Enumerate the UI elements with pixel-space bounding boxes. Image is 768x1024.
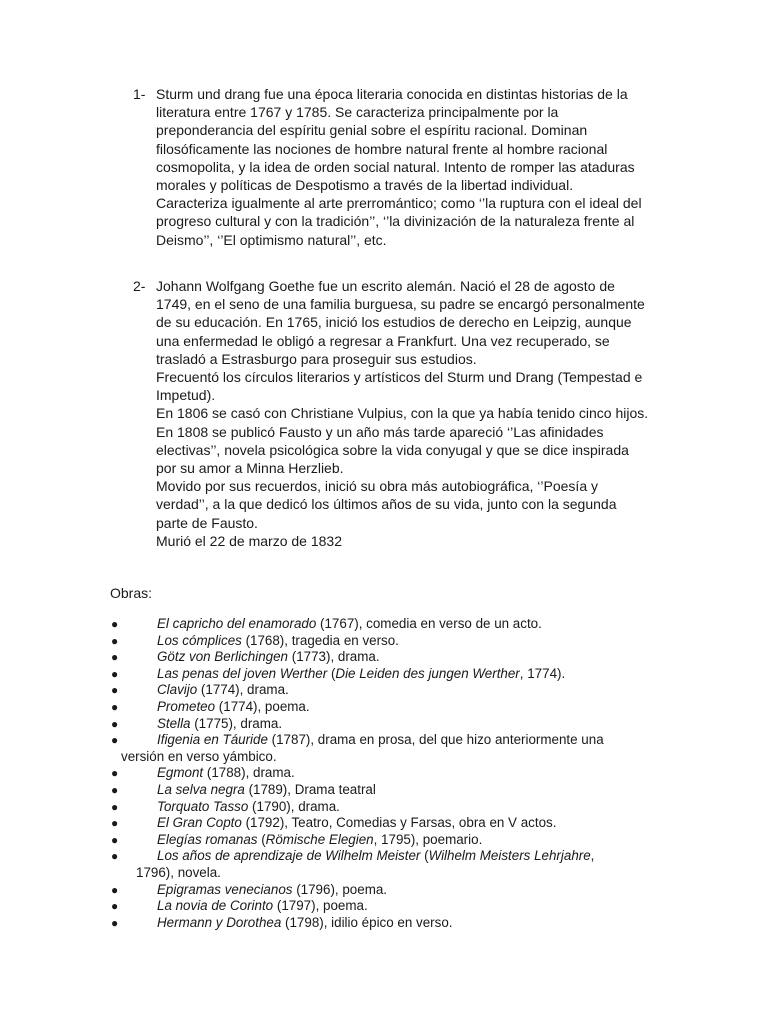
list-item [0, 898, 768, 915]
text-line: Sturm und drang fue una época literaria conocida en distintas historias de la [156, 86, 628, 102]
list-item [0, 633, 768, 650]
list-item [0, 732, 768, 765]
work-original-title: Wilhelm Meisters Lehrjahre [428, 848, 591, 864]
work-title: Stella [157, 715, 191, 731]
text-line: En 1806 se casó con Christiane Vulpius, con la que ya había tenido cinco hijos. [156, 405, 649, 422]
work-details: (1792), Teatro, Comedias y Farsas, obra en V actos. [241, 815, 557, 831]
list-item [0, 765, 768, 782]
item-text [156, 277, 666, 550]
work-title: Los cómplices [157, 632, 242, 648]
text-line: una enfermedad le obligó a regresar a Frankfurt. Una vez recuperado, se [156, 332, 610, 349]
obras-heading: Obras: [110, 585, 153, 601]
work-details: ( [420, 848, 429, 864]
work-details: (1790), drama. [248, 798, 340, 814]
text-line: Impetud). [156, 387, 216, 404]
list-item [0, 915, 768, 932]
list-item [0, 616, 768, 633]
text-line: Caracteriza igualmente al arte prerromántico; como ‘’la ruptura con el ideal del [156, 195, 642, 212]
bullet-icon: ● [111, 882, 119, 897]
list-item [0, 799, 768, 816]
work-title: Los años de aprendizaje de Wilhelm Meister [157, 848, 421, 864]
text-line: Movido por sus recuerdos, inició su obra más autobiográfica, ‘’Poesía y [156, 478, 598, 495]
work-details: (1775), drama. [190, 715, 283, 731]
list-item [0, 782, 768, 799]
text-line: Johann Wolfgang Goethe fue un escrito alemán. Nació el 28 de agosto de [156, 278, 615, 294]
work-details-continued: versión en verso yámbico. [121, 748, 277, 764]
work-title: Torquato Tasso [157, 798, 249, 814]
work-details: ( [257, 831, 266, 847]
text-line: parte de Fausto. [156, 514, 258, 531]
work-details: (1768), tragedia en verso. [241, 632, 399, 648]
work-details: (1798), idilio épico en verso. [281, 914, 453, 930]
bullet-icon: ● [111, 650, 119, 665]
text-line: verdad’’, a la que dedicó los últimos años de su vida, junto con la segunda [156, 496, 617, 513]
text-line: 1749, en el seno de una familia burguesa, su padre se encargó personalmente [156, 296, 645, 313]
work-title: La novia de Corinto [157, 898, 274, 914]
work-title: La selva negra [157, 781, 245, 797]
text-line: literatura entre 1767 y 1785. Se caracteriza principalmente por la [156, 104, 559, 121]
text-line: Frecuentó los círculos literarios y artísticos del Sturm und Drang (Tempestad e [156, 369, 643, 386]
list-item [0, 815, 768, 832]
bullet-icon: ● [111, 816, 119, 831]
bullet-icon: ● [111, 716, 119, 731]
work-title: Egmont [157, 765, 204, 781]
work-details: (1774), poema. [215, 698, 310, 714]
work-details: (1797), poema. [273, 898, 368, 914]
bullet-icon: ● [111, 915, 119, 930]
bullet-icon: ● [111, 832, 119, 847]
item-text [156, 85, 666, 249]
work-title: Clavijo [157, 682, 198, 698]
work-details: (1788), drama. [203, 765, 295, 781]
bullet-icon: ● [111, 766, 119, 781]
text-line: por su amor a Minna Herzlieb. [156, 460, 344, 477]
bullet-icon: ● [111, 683, 119, 698]
work-details: , [590, 848, 595, 864]
text-line: progreso cultural y con la tradición’’, ‘’la divinización de la naturaleza frente al [156, 213, 635, 230]
text-line: electivas’’, novela psicológica sobre la vida conyugal y que se dice inspirada [156, 441, 629, 458]
text-line: preponderancia del espíritu genial sobre el espíritu racional. Dominan [156, 122, 588, 139]
text-line: morales y políticas de Despotismo a través de la libertad individual. [156, 177, 574, 194]
list-item [0, 882, 768, 899]
work-details: (1787), drama en prosa, del que hizo anteriormente una [267, 732, 604, 748]
bullet-icon: ● [111, 666, 119, 681]
list-item [0, 832, 768, 849]
text-line: cosmopolita, y la idea de orden social natural. Intento de romper las ataduras [156, 158, 635, 175]
work-original-title: Römische Elegien [265, 831, 374, 847]
item-number: 1- [133, 86, 146, 102]
bullet-icon: ● [111, 799, 119, 814]
work-title: Epigramas venecianos [157, 881, 293, 897]
work-details: (1767), comedia en verso de un acto. [316, 616, 542, 631]
work-details: (1789), Drama teatral [244, 781, 376, 797]
list-item [0, 682, 768, 699]
text-line: trasladó a Estrasburgo para proseguir sus estudios. [156, 350, 477, 367]
text-line: filosóficamente las nociones de hombre natural frente al hombre racional [156, 140, 608, 157]
list-item [0, 666, 768, 683]
work-title: Ifigenia en Táuride [157, 732, 268, 748]
bullet-icon: ● [111, 733, 119, 748]
work-details: , 1795), poemario. [373, 831, 483, 847]
work-title: El Gran Copto [157, 815, 242, 831]
bullet-icon: ● [111, 899, 119, 914]
work-title: El capricho del enamorado [157, 616, 317, 631]
work-details: (1796), poema. [292, 881, 388, 897]
work-details-continued: 1796), novela. [136, 864, 221, 880]
text-line: Murió el 22 de marzo de 1832 [156, 532, 342, 549]
bullet-icon: ● [111, 633, 119, 648]
work-title: Las penas del joven Werther [157, 665, 328, 681]
list-item [0, 649, 768, 666]
work-title: Götz von Berlichingen [157, 649, 289, 665]
item-number: 2- [133, 278, 146, 294]
list-item [0, 848, 768, 881]
bullet-icon: ● [111, 849, 119, 864]
bullet-icon: ● [111, 699, 119, 714]
work-details: (1774), drama. [197, 682, 289, 698]
work-details: (1773), drama. [288, 649, 380, 665]
text-line: de su educación. En 1765, inició los estudios de derecho en Leipzig, aunque [156, 314, 632, 331]
text-line: Deismo’’, ‘’El optimismo natural’’, etc. [156, 231, 387, 248]
list-item [0, 699, 768, 716]
work-title: Hermann y Dorothea [157, 914, 282, 930]
work-title: Elegías romanas [157, 831, 258, 847]
text-line: En 1808 se publicó Fausto y un año más tarde apareció ‘’Las afinidades [156, 423, 604, 440]
list-item [0, 716, 768, 733]
bullet-icon: ● [111, 782, 119, 797]
work-details: ( [327, 665, 336, 681]
works-list [0, 616, 768, 931]
work-original-title: Die Leiden des jungen Werther [335, 665, 520, 681]
bullet-icon: ● [111, 617, 119, 631]
work-details: , 1774). [519, 665, 566, 681]
work-title: Prometeo [157, 698, 216, 714]
